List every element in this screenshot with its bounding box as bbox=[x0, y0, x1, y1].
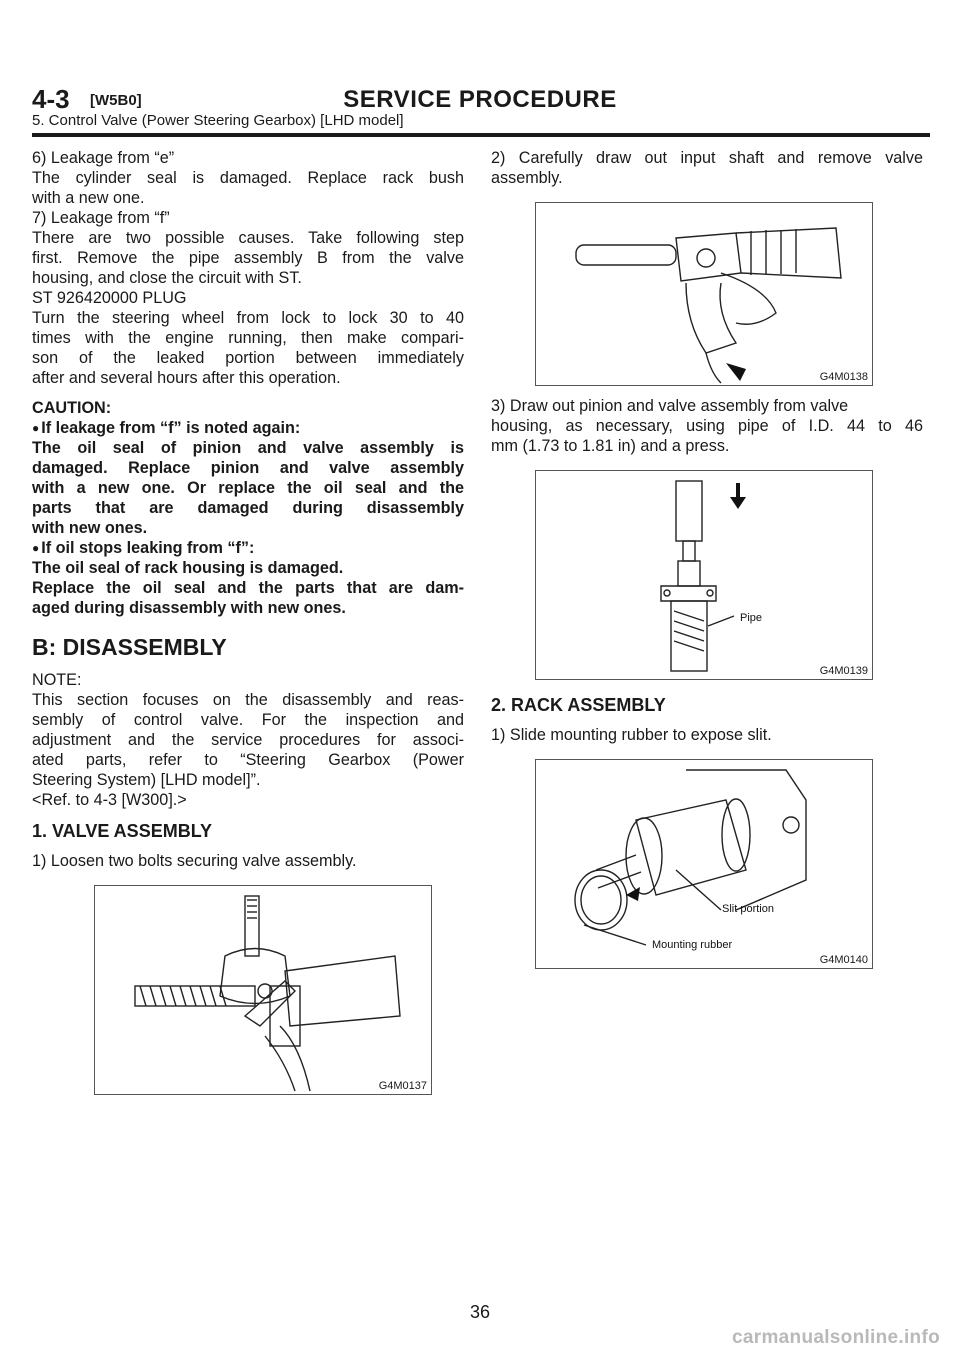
figure-code: G4M0138 bbox=[819, 371, 868, 383]
step-text: 1) Loosen two bolts securing valve assembly. bbox=[32, 852, 357, 870]
figure-g4m0137 bbox=[94, 885, 432, 1095]
note-text: sembly of control valve. For the inspection and bbox=[32, 711, 464, 729]
header-rule bbox=[32, 133, 930, 137]
figure-code: G4M0137 bbox=[378, 1080, 427, 1092]
step-text: assembly. bbox=[491, 169, 563, 187]
figure-g4m0138 bbox=[535, 202, 873, 386]
caution-item-1: ● If leakage from “f” is noted again: bbox=[32, 419, 301, 437]
cross-reference: <Ref. to 4-3 [W300].> bbox=[32, 791, 187, 809]
figure-code: G4M0139 bbox=[819, 665, 868, 677]
bullet-icon: ● bbox=[32, 541, 40, 555]
header-line bbox=[32, 84, 928, 112]
step-text: housing, as necessary, using pipe of I.D. 44 to 46 bbox=[491, 417, 923, 435]
paragraph: times with the engine running, then make compari- bbox=[32, 329, 464, 347]
page-number: 36 bbox=[469, 1302, 491, 1322]
note-text: Steering System) [LHD model]”. bbox=[32, 771, 261, 789]
label-mounting-rubber: Mounting rubber bbox=[652, 939, 733, 951]
caution-label: CAUTION: bbox=[32, 399, 112, 417]
heading-valve-assembly: 1. VALVE ASSEMBLY bbox=[32, 821, 213, 841]
step-text: 3) Draw out pinion and valve assembly from valve bbox=[491, 397, 849, 415]
note-label: NOTE: bbox=[32, 671, 82, 689]
page-subtitle: 5. Control Valve (Power Steering Gearbox) [LHD model] bbox=[32, 112, 404, 129]
special-tool-line: ST 926420000 PLUG bbox=[32, 289, 187, 307]
right-column bbox=[491, 148, 923, 969]
step-6-title: 6) Leakage from “e” bbox=[32, 149, 175, 167]
caution-text: The oil seal of pinion and valve assembly is bbox=[32, 439, 464, 457]
label-slit-portion: Slit portion bbox=[722, 903, 774, 915]
caution-text: damaged. Replace pinion and valve assembly bbox=[32, 459, 464, 477]
left-column bbox=[32, 148, 464, 1095]
caution-text: with new ones. bbox=[32, 519, 148, 537]
figure-g4m0139 bbox=[535, 470, 873, 680]
note-text: This section focuses on the disassembly and reas- bbox=[32, 691, 464, 709]
input-shaft-illustration bbox=[536, 203, 872, 385]
step-text: 1) Slide mounting rubber to expose slit. bbox=[491, 726, 772, 744]
step-text: 2) Carefully draw out input shaft and remove valve bbox=[491, 149, 923, 167]
paragraph: Turn the steering wheel from lock to lock 30 to 40 bbox=[32, 309, 464, 327]
section-number: 4-3 bbox=[32, 84, 70, 114]
paragraph: son of the leaked portion between immediately bbox=[32, 349, 464, 367]
paragraph: housing, and close the circuit with ST. bbox=[32, 269, 302, 287]
mounting-rubber-illustration bbox=[536, 760, 872, 968]
note-text: adjustment and the service procedures for associ- bbox=[32, 731, 464, 749]
paragraph: after and several hours after this operation. bbox=[32, 369, 341, 387]
caution-text: The oil seal of rack housing is damaged. bbox=[32, 559, 344, 577]
caution-text: Replace the oil seal and the parts that are dam- bbox=[32, 579, 464, 597]
note-text: ated parts, refer to “Steering Gearbox (Power bbox=[32, 751, 464, 769]
heading-rack-assembly: 2. RACK ASSEMBLY bbox=[491, 695, 666, 715]
paragraph: with a new one. bbox=[32, 189, 145, 207]
caution-text: aged during disassembly with new ones. bbox=[32, 599, 346, 617]
valve-bolts-illustration bbox=[95, 886, 431, 1094]
page-title: SERVICE PROCEDURE bbox=[343, 86, 617, 113]
page-header bbox=[32, 84, 928, 129]
caution-text: parts that are damaged during disassembly bbox=[32, 499, 464, 517]
figure-code: G4M0140 bbox=[819, 954, 868, 966]
heading-disassembly: B: DISASSEMBLY bbox=[32, 634, 227, 660]
paragraph: first. Remove the pipe assembly B from the valve bbox=[32, 249, 464, 267]
step-text: mm (1.73 to 1.81 in) and a press. bbox=[491, 437, 730, 455]
section-code: [W5B0] bbox=[90, 92, 142, 109]
pipe-press-illustration bbox=[536, 471, 872, 679]
paragraph: There are two possible causes. Take following step bbox=[32, 229, 464, 247]
label-pipe: Pipe bbox=[740, 612, 763, 624]
figure-g4m0140 bbox=[535, 759, 873, 969]
caution-item-2: ● If oil stops leaking from “f”: bbox=[32, 539, 255, 557]
bullet-icon: ● bbox=[32, 421, 40, 435]
step-7-title: 7) Leakage from “f” bbox=[32, 209, 170, 227]
watermark: carmanualsonline.info bbox=[732, 1327, 940, 1348]
caution-text: with a new one. Or replace the oil seal and the bbox=[32, 479, 464, 497]
paragraph: The cylinder seal is damaged. Replace rack bush bbox=[32, 169, 464, 187]
